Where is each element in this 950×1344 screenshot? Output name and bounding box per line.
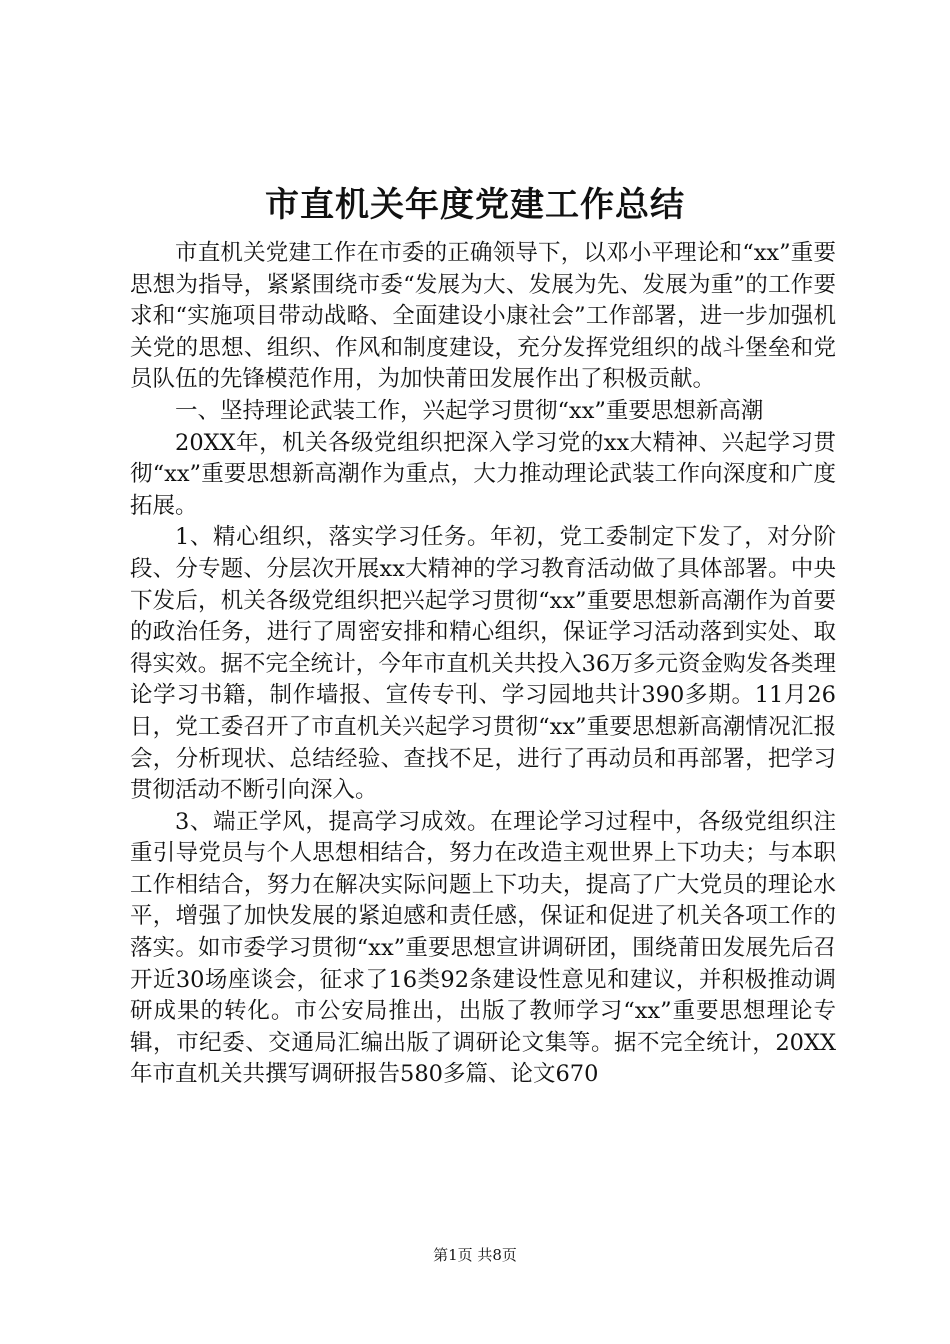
page-footer: 第1页 共8页 — [433, 1246, 517, 1264]
paragraph-item-3: 3、端正学风，提高学习成效。在理论学习过程中，各级党组织注重引导党员与个人思想相结合，努力在改造主观世界上下功夫；与本职工作相结合，努力在解决实际问题上下功夫，提高了广大党员的理论水平，增强了加快发展的紧迫感和责任感，保证和促进了机关各项工作的落实。如市委学习贯彻“xx”重要思想宣讲调研团，围绕莆田发展先后召开近30场座谈会，征求了16类92条建设性意见和建议，并积极推动调研成果的转化。市公安局推出，出版了教师学习“xx”重要思想理论专辑，市纪委、交通局汇编出版了调研论文集等。据不完全统计，20XX年市直机关共撰写调研报告580多篇、论文670 — [130, 808, 836, 1088]
paragraph-section-1-summary: 20XX年，机关各级党组织把深入学习党的xx大精神、兴起学习贯彻“xx”重要思想新高潮作为重点，大力推动理论武装工作向深度和广度拓展。 — [130, 429, 836, 519]
document-body — [130, 238, 836, 1091]
page-title: 市直机关年度党建工作总结 — [265, 185, 685, 225]
paragraph-item-1: 1、精心组织，落实学习任务。年初，党工委制定下发了，对分阶段、分专题、分层次开展xx大精神的学习教育活动做了具体部署。中央下发后，机关各级党组织把兴起学习贯彻“xx”重要思想新高潮作为首要的政治任务，进行了周密安排和精心组织，保证学习活动落到实处、取得实效。据不完全统计，今年市直机关共投入36万多元资金购发各类理论学习书籍，制作墙报、宣传专刊、学习园地共计390多期。11月26日，党工委召开了市直机关兴起学习贯彻“xx”重要思想新高潮情况汇报会，分析现状、总结经验、查找不足，进行了再动员和再部署，把学习贯彻活动不断引向深入。 — [130, 524, 836, 804]
paragraph-intro: 市直机关党建工作在市委的正确领导下，以邓小平理论和“xx”重要思想为指导，紧紧围绕市委“发展为大、发展为先、发展为重”的工作要求和“实施项目带动战略、全面建设小康社会”工作部署，进一步加强机关党的思想、组织、作风和制度建设，充分发挥党组织的战斗堡垒和党员队伍的先锋模范作用，为加快莆田发展作出了积极贡献。 — [130, 240, 836, 393]
section-heading-1: 一、坚持理论武装工作，兴起学习贯彻“xx”重要思想新高潮 — [175, 397, 764, 424]
